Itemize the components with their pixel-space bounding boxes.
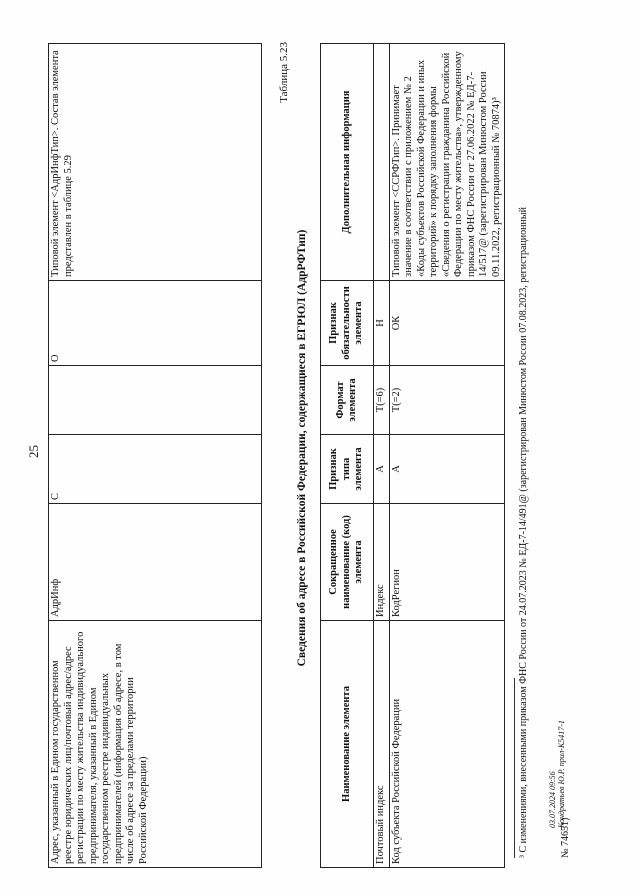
previous-table-continuation — [48, 43, 262, 868]
cell-code: Индекс — [374, 504, 390, 621]
cell-info: Типовой элемент <ССРФТип>. Принимает значение в соответствии с приложением № 2 «Коды субъектов Российской Федерации и иных территорий» к порядку заполнения формы «Сведения о регистрации гражданина Российской Федерации по месту жительства», утвержденному приказом ФНС России от 27.06.2022 № ЕД-7-14/517@ (зарегистрирован Минюстом России 09.11.2022, регистрационный № 70874)³ — [389, 44, 505, 281]
header-info: Дополнительная информация — [321, 44, 374, 281]
cell-info — [374, 44, 390, 281]
header-code: Сокращенное наименование (код) элемента — [321, 504, 374, 621]
cell-name: Код субъекта Российской Федерации — [389, 621, 505, 868]
table-row — [49, 44, 262, 868]
rotated-page-content — [20, 18, 620, 878]
footnote-separator — [514, 678, 515, 858]
cell-info: Типовой элемент <АдрИнфТип>. Состав элемента представлен в таблице 5.29 — [49, 44, 262, 281]
cell-format: T(=2) — [389, 366, 505, 435]
table-label: Таблица 5.23 — [278, 42, 290, 103]
cell-type: С — [49, 435, 262, 504]
header-row — [321, 44, 374, 868]
cell-type: А — [374, 435, 390, 504]
cell-name: Почтовый индекс — [374, 621, 390, 868]
stamp-date: 03.07.2024 09:56 — [548, 771, 557, 828]
address-table — [320, 43, 505, 868]
table-row — [389, 44, 505, 868]
cell-required: О — [49, 281, 262, 366]
cell-required: Н — [374, 281, 390, 366]
cell-code: КодРегион — [389, 504, 505, 621]
table-row — [374, 44, 390, 868]
stamp-author: Кондратьев Ю.Р. прил-К5417-1 — [557, 720, 566, 828]
electronic-stamp — [548, 720, 566, 828]
footnote: ³ С изменениями, внесенными приказом ФНС России от 24.07.2023 № ЕД-7-14/491@ (зарегистрирован Минюстом России 07.08.2023, регистрационный — [518, 207, 529, 858]
header-type: Признак типа элемента — [321, 435, 374, 504]
cell-format — [49, 366, 262, 435]
cell-format: T(=6) — [374, 366, 390, 435]
document-number: № 74651) — [560, 817, 571, 858]
header-name: Наименование элемента — [321, 621, 374, 868]
cell-type: А — [389, 435, 505, 504]
header-required: Признак обязательности элемента — [321, 281, 374, 366]
cell-name: Адрес, указанный в Едином государственном реестре юридических лиц/почтовый адрес/адрес регистрации по месту жительства индивидуального предпринимателя, указанный в Едином государственном реестре индивидуальных предпринимателей (информация об адресе, в том числе об адресе за пределами территории Российской Федерации) — [49, 621, 262, 868]
cell-code: АдрИнф — [49, 504, 262, 621]
header-format: Формат элемента — [321, 366, 374, 435]
cell-required: ОК — [389, 281, 505, 366]
page-number: 25 — [26, 445, 41, 458]
table-title: Сведения об адресе в Российской Федерации, содержащиеся в ЕГРЮЛ (АдрРФТип) — [296, 229, 308, 667]
